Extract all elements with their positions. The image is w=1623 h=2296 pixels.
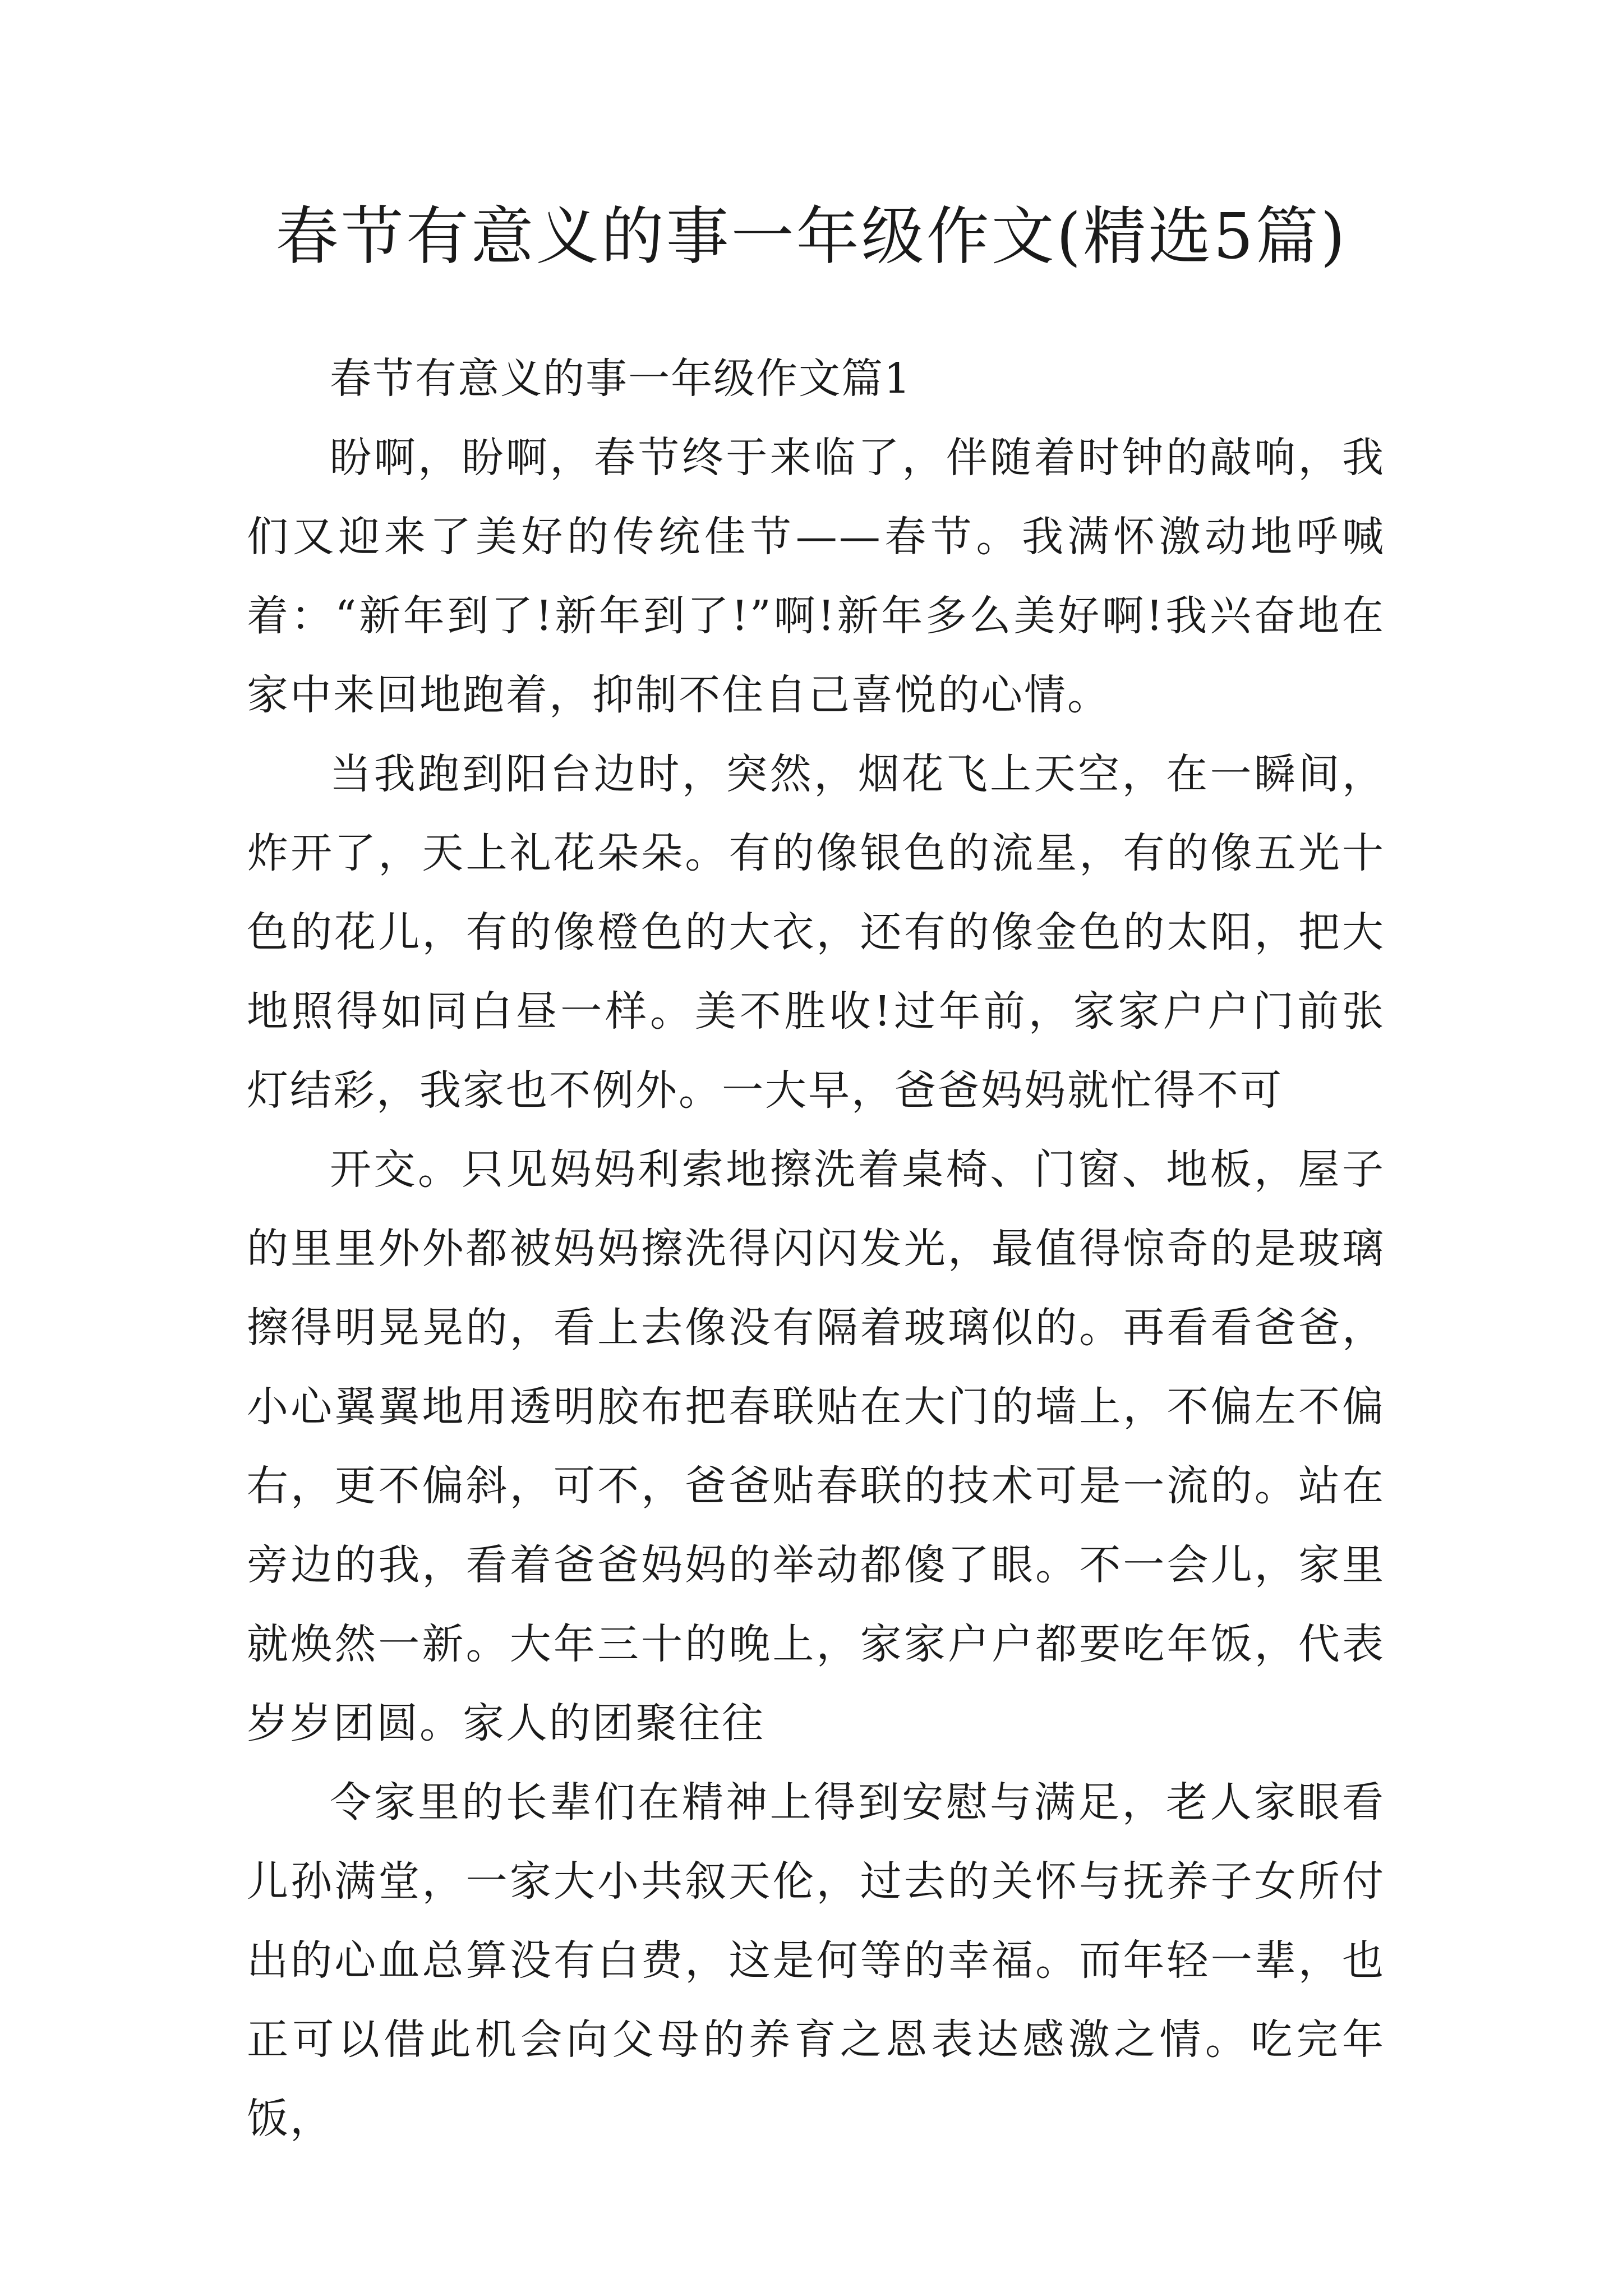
paragraph: 令家里的长辈们在精神上得到安慰与满足，老人家眼看儿孙满堂，一家大小共叙天伦，过去的关怀与抚养子女所付出的心血总算没有白费，这是何等的幸福。而年轻一辈，也正可以借此机会向父母的养育之恩表达感激之情。吃完年饭，: [247, 1778, 1385, 2143]
paragraph: 当我跑到阳台边时，突然，烟花飞上天空，在一瞬间，炸开了，天上礼花朵朵。有的像银色的流星，有的像五光十色的花儿，有的像橙色的大衣，还有的像金色的太阳，把大地照得如同白昼一样。美不胜收!过年前，家家户户门前张灯结彩，我家也不例外。一大早，爸爸妈妈就忙得不可: [247, 750, 1385, 1115]
document-body: [247, 339, 1385, 2159]
paragraph: 盼啊，盼啊，春节终于来临了，伴随着时钟的敲响，我们又迎来了美好的传统佳节——春节。我满怀激动地呼喊着：“新年到了!新年到了!”啊!新年多么美好啊!我兴奋地在家中来回地跑着，抑制不住自己喜悦的心情。: [247, 434, 1385, 719]
document-title: 春节有意义的事一年级作文(精选5篇): [275, 200, 1348, 273]
paragraph: 开交。只见妈妈利索地擦洗着桌椅、门窗、地板，屋子的里里外外都被妈妈擦洗得闪闪发光，最值得惊奇的是玻璃擦得明晃晃的，看上去像没有隔着玻璃似的。再看看爸爸，小心翼翼地用透明胶布把春联贴在大门的墙上，不偏左不偏右，更不偏斜，可不，爸爸贴春联的技术可是一流的。站在旁边的我，看着爸爸妈妈的举动都傻了眼。不一会儿，家里就焕然一新。大年三十的晚上，家家户户都要吃年饭，代表岁岁团圆。家人的团聚往往: [247, 1145, 1385, 1747]
section-heading: 春节有意义的事一年级作文篇1: [330, 355, 912, 403]
